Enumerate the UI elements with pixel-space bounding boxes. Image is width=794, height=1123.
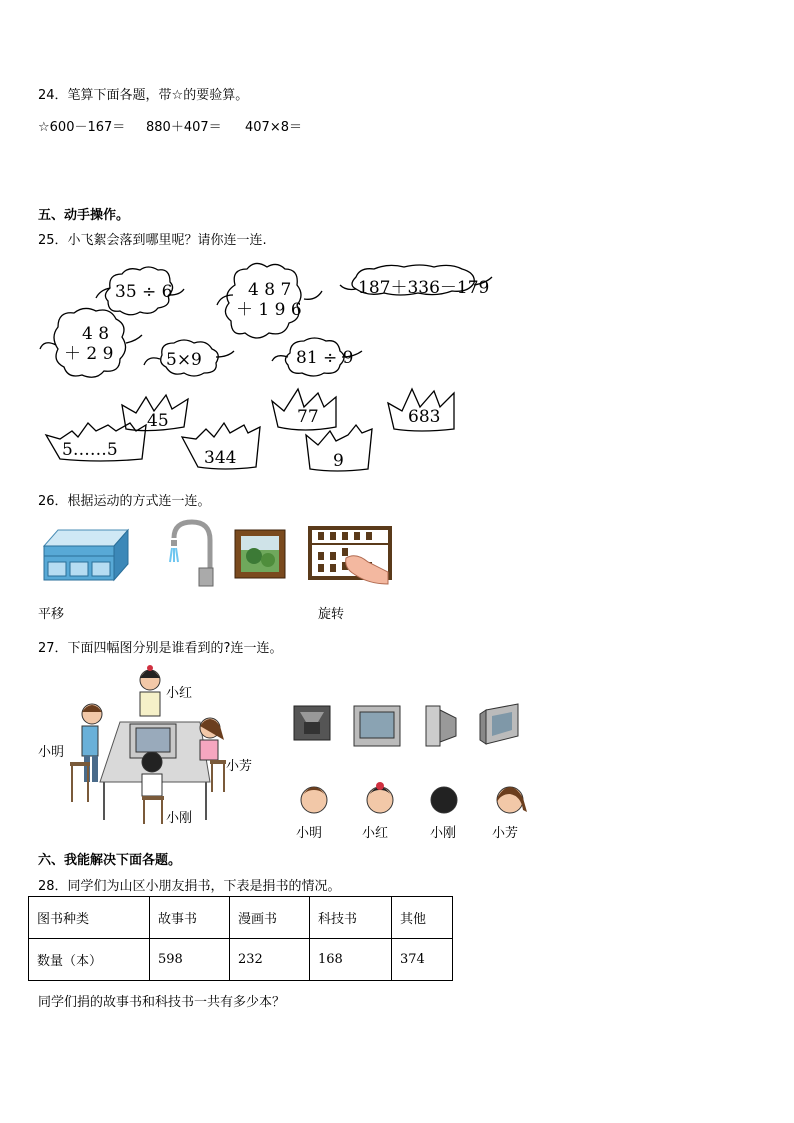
q24-title: 24．笔算下面各题，带☆的要验算。 [38,88,249,103]
table-row [29,897,453,939]
table-cell: 168 [310,939,392,981]
xiaoming-face-icon [301,787,327,813]
scene-name-xiaohong: 小红 [166,686,193,701]
cloud-plus29: ＋ 2 9 [64,344,114,364]
q28-question: 同学们捐的故事书和科技书一共有多少本？ [38,995,286,1010]
grass-683: 683 [408,407,441,427]
cloud-35div6: 35 ÷ 6 [115,282,173,302]
table-header-cell: 漫画书 [230,897,310,939]
xiaogang-face-icon [431,787,457,813]
q26-title: 26．根据运动的方式连一连。 [38,494,211,509]
face-name-xiaoming: 小明 [296,826,323,841]
table-header-cell: 图书种类 [29,897,150,939]
face-name-xiaofang: 小芳 [492,826,519,841]
table-header-cell: 科技书 [310,897,392,939]
cloud-81div9: 81 ÷ 9 [296,348,354,368]
monitor-back-icon [294,706,330,740]
monitor-side-icon [426,706,456,746]
face-name-xiaohong: 小红 [362,826,389,841]
drawer-cabinet-icon [44,530,128,580]
q25-title: 25．小飞絮会落到哪里呢？请你连一连. [38,233,267,248]
grass-344: 344 [204,448,237,468]
xiaofang-face-icon [497,787,527,813]
face-name-xiaogang: 小刚 [430,826,457,841]
section5-title: 五、动手操作。 [38,208,130,223]
cloud-487: 4 8 7 [248,280,292,300]
scene-name-xiaofang: 小芳 [226,759,253,774]
abacus-icon [310,528,390,584]
q27-title: 27．下面四幅图分别是谁看到的?连一连。 [38,641,283,656]
grass-45: 45 [147,411,169,431]
scene-name-xiaoming: 小明 [38,745,65,760]
table-cell: 232 [230,939,310,981]
q24-expr-1: ☆600－167＝ [38,120,126,135]
table-cell: 374 [392,939,453,981]
xiaohong-face-icon [367,782,393,813]
cloud-187-336-179: 187＋336－179 [358,278,490,298]
monitor-front-icon [354,706,400,746]
q24-expr-2: 880＋407＝ [146,120,222,135]
monitor-angle-icon [480,704,518,744]
q28-title: 28．同学们为山区小朋友捐书，下表是捐书的情况。 [38,879,341,894]
cloud-5x9: 5×9 [166,350,202,370]
table-cell: 数量（本） [29,939,150,981]
scene-name-xiaogang: 小刚 [166,811,193,826]
book-donation-table [28,896,453,981]
table-header-cell: 其他 [392,897,453,939]
section6-title: 六、我能解决下面各题。 [38,853,182,868]
label-translation: 平移 [38,607,65,622]
q24-expr-3: 407×8＝ [245,120,302,135]
kid-faces [296,780,546,820]
cloud-plus196: ＋ 1 9 6 [236,300,302,320]
picture-frame-icon [235,530,285,578]
cloud-48: 4 8 [82,324,110,344]
faucet-icon [170,522,213,586]
table-row [29,939,453,981]
q26-pictures [40,518,400,588]
label-rotation: 旋转 [318,607,345,622]
q25-diagram [0,255,560,475]
monitor-views [290,700,530,752]
grass-9: 9 [333,451,344,471]
grass-77: 77 [297,407,319,427]
grass-5r5: 5……5 [62,440,118,460]
table-cell: 598 [150,939,230,981]
table-header-cell: 故事书 [150,897,230,939]
